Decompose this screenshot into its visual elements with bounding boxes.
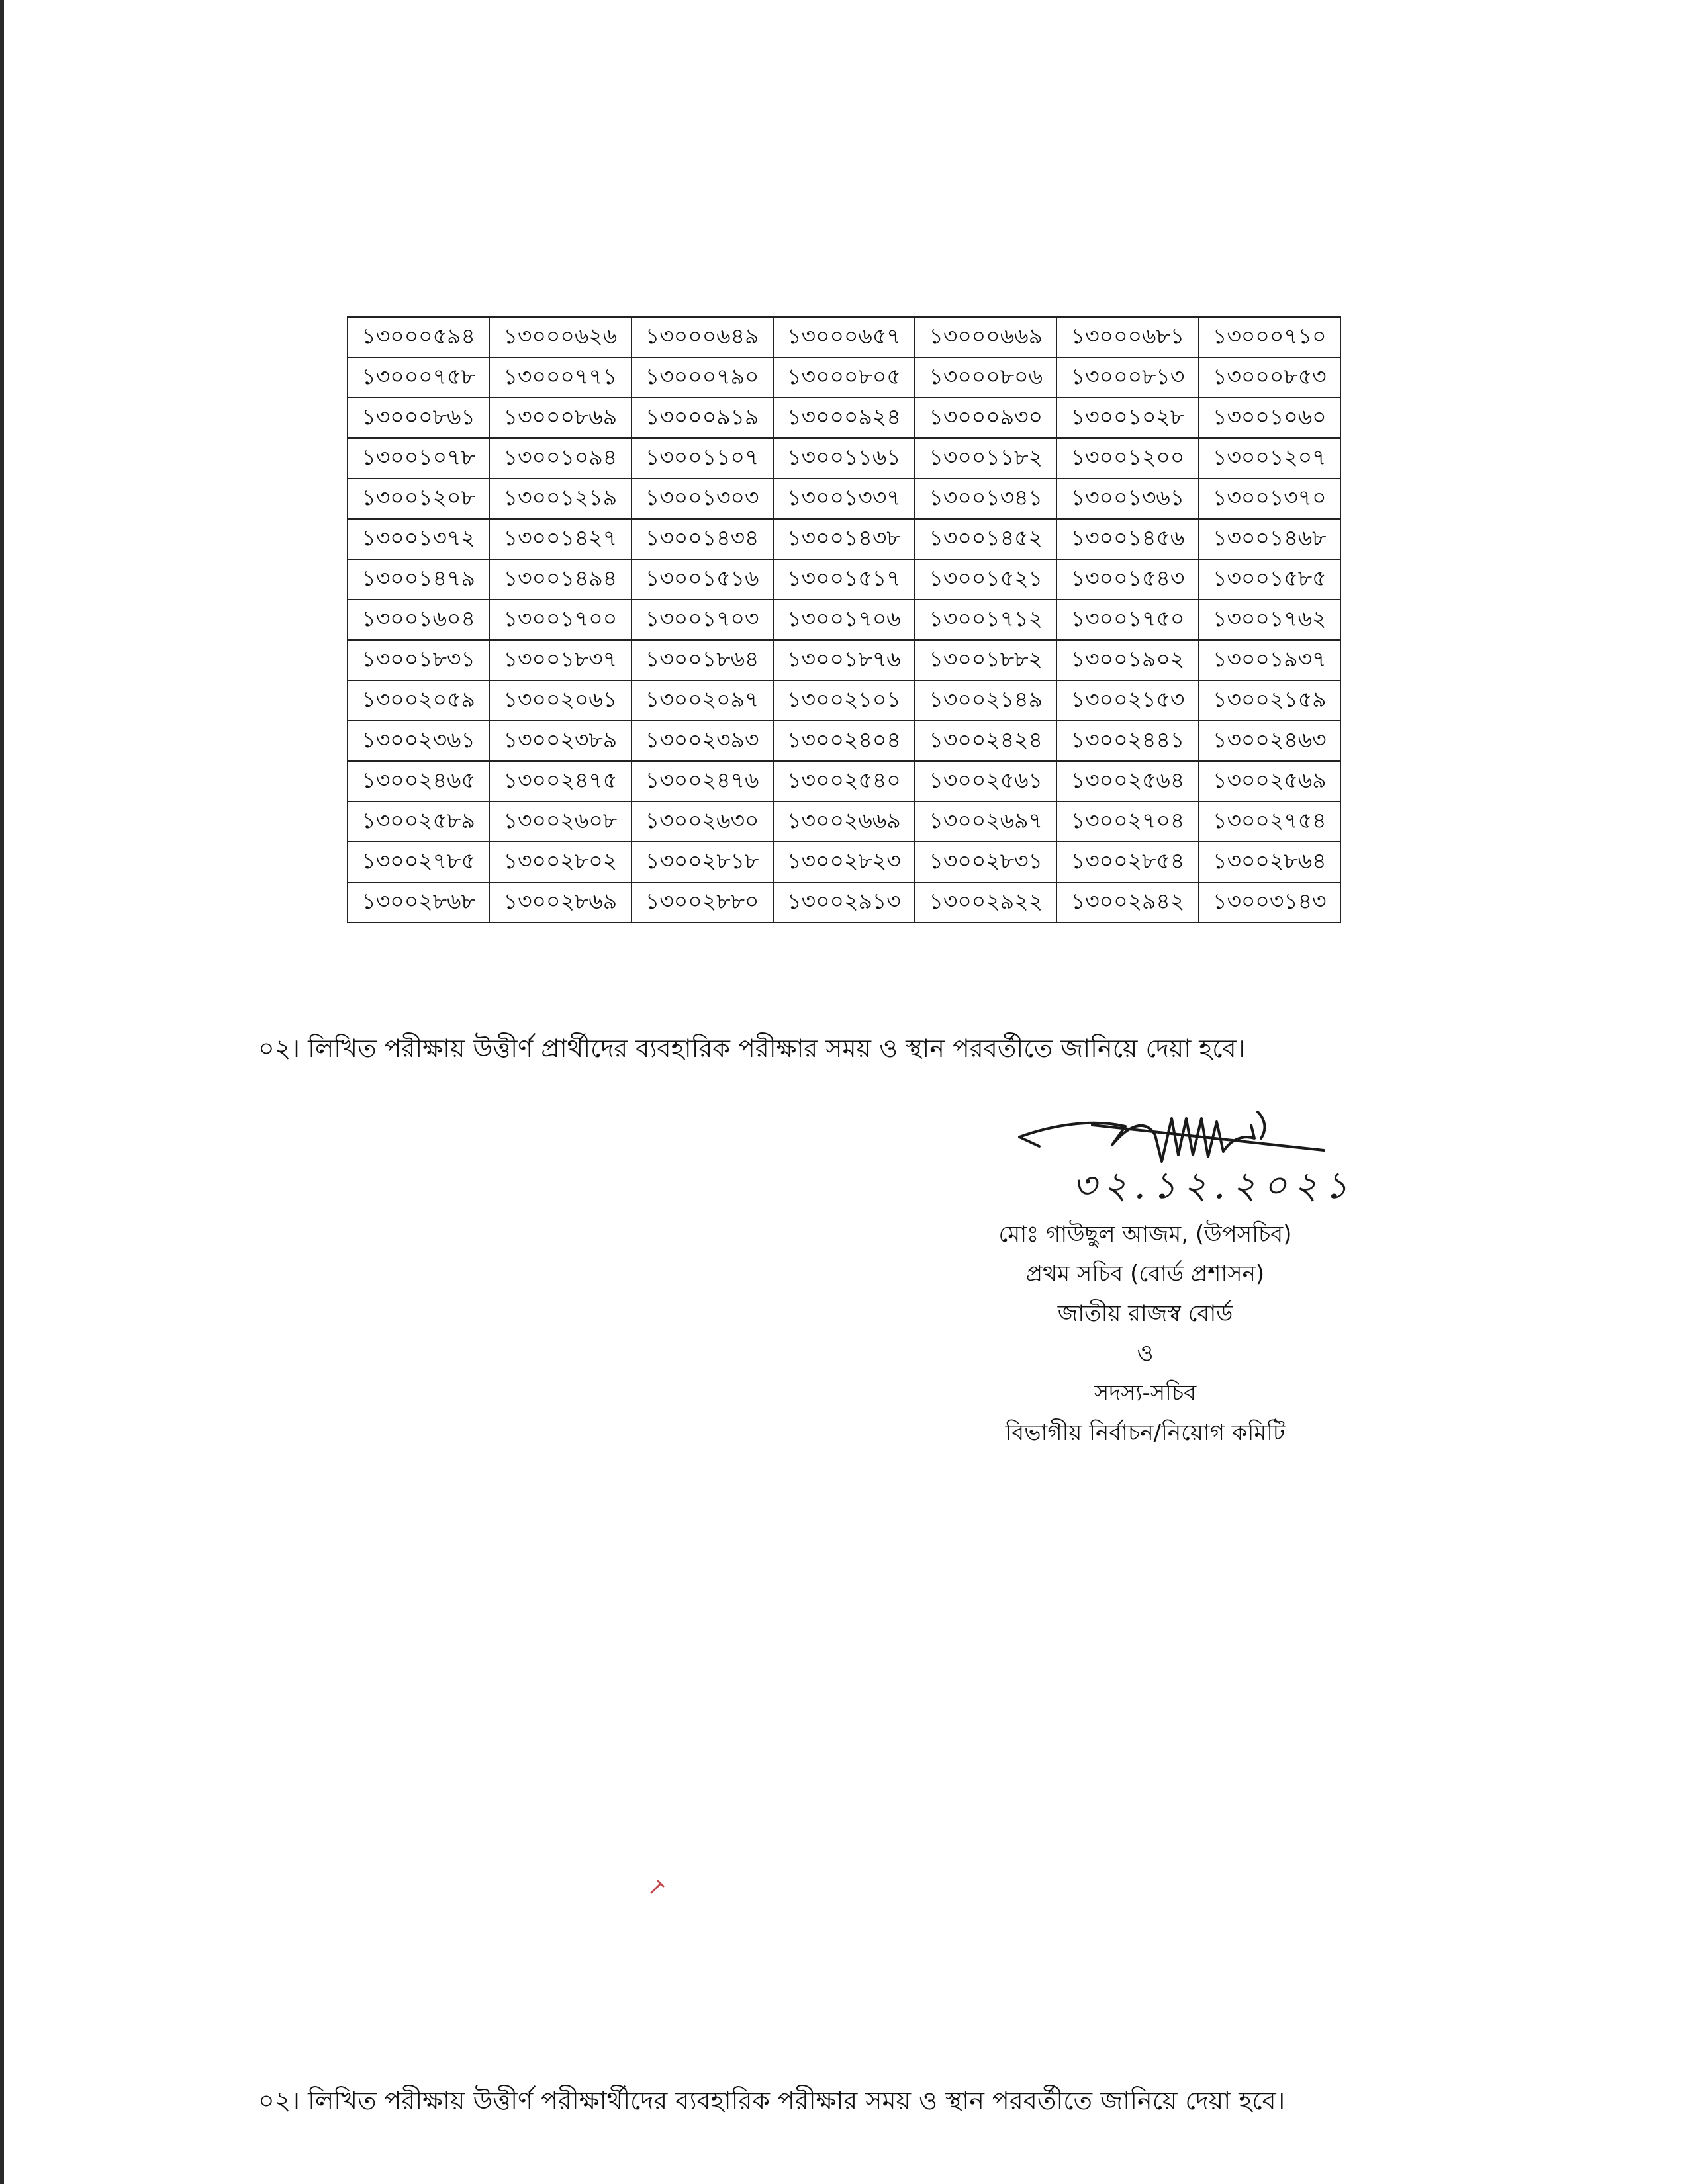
roll-number-cell: ১৩০০০৭১০ [1199,317,1340,357]
roll-number-cell: ১৩০০১৮৮২ [915,640,1056,680]
roll-number-cell: ১৩০০২৮৫৪ [1056,842,1198,882]
roll-number-cell: ১৩০০২৪৭৬ [632,761,773,801]
roll-number-cell: ১৩০০১৪২৭ [489,519,631,559]
roll-number-cell: ১৩০০২৮০২ [489,842,631,882]
roll-number-cell: ১৩০০২৪৭৫ [489,761,631,801]
practical-exam-note: ০২। লিখিত পরীক্ষায় উত্তীর্ণ প্রার্থীদের ব্যবহারিক পরীক্ষার সময় ও স্থান পরবর্তীতে জানিয়ে দেয়া হবে। [258,1034,1246,1063]
roll-number-cell: ১৩০০১১৮২ [915,438,1056,478]
roll-number-cell: ১৩০০২৮৩১ [915,842,1056,882]
roll-number-cell: ১৩০০০৭৫৮ [348,357,489,398]
signatory-role: সদস্য-সচিব [1094,1380,1197,1406]
roll-number-cell: ১৩০০১৩৩৭ [773,478,915,519]
roll-number-cell: ১৩০০২৮৬৮ [348,882,489,923]
signatory-designation: প্রথম সচিব (বোর্ড প্রশাসন) [1025,1261,1265,1287]
roll-number-cell: ১৩০০১৭৫০ [1056,600,1198,640]
roll-number-cell: ১৩০০১৮৩১ [348,640,489,680]
roll-number-cell: ১৩০০১৫৪৩ [1056,559,1198,600]
roll-number-cell: ১৩০০২৬০৮ [489,801,631,842]
roll-number-cell: ১৩০০১১৬১ [773,438,915,478]
roll-number-cell: ১৩০০১০৭৮ [348,438,489,478]
roll-number-cell: ১৩০০৩১৪৩ [1199,882,1340,923]
table-row [348,478,1340,519]
practical-exam-note-repeat: ০২। লিখিত পরীক্ষায় উত্তীর্ণ পরীক্ষার্থীদের ব্যবহারিক পরীক্ষার সময় ও স্থান পরবর্তীতে জানিয়ে দেয়া হবে। [258,2086,1286,2115]
roll-number-cell: ১৩০০২০৫৯ [348,680,489,721]
signatory-office: জাতীয় রাজস্ব বোর্ড [1057,1300,1233,1327]
roll-number-cell: ১৩০০০৯৩০ [915,398,1056,438]
table-row [348,559,1340,600]
roll-number-cell: ১৩০০২৩৯৩ [632,721,773,761]
roll-number-cell: ১৩০০১৩০৩ [632,478,773,519]
roll-number-cell: ১৩০০১৫২১ [915,559,1056,600]
roll-number-cell: ১৩০০১৭০৩ [632,600,773,640]
roll-number-cell: ১৩০০১৮৭৬ [773,640,915,680]
roll-number-cell: ১৩০০২৫৬৯ [1199,761,1340,801]
roll-number-cell: ১৩০০১৯৩৭ [1199,640,1340,680]
roll-number-cell: ১৩০০১২০০ [1056,438,1198,478]
roll-number-cell: ১৩০০০৬৪৯ [632,317,773,357]
roll-number-cell: ১৩০০১৪৫৬ [1056,519,1198,559]
roll-number-cell: ১৩০০০৮৫৩ [1199,357,1340,398]
roll-number-cell: ১৩০০১২০৭ [1199,438,1340,478]
roll-number-cell: ১৩০০২৭০৪ [1056,801,1198,842]
table-row [348,357,1340,398]
table-row [348,721,1340,761]
roll-number-cell: ১৩০০১৮৩৭ [489,640,631,680]
roll-number-cell: ১৩০০১৭১২ [915,600,1056,640]
roll-number-cell: ১৩০০০৯১৯ [632,398,773,438]
table-row [348,317,1340,357]
roll-number-cell: ১৩০০২১০১ [773,680,915,721]
scan-left-edge [0,0,4,2184]
roll-number-cell: ১৩০০২৮৬৯ [489,882,631,923]
roll-number-cell: ১৩০০২৯৪২ [1056,882,1198,923]
roll-number-cell: ১৩০০১৯০২ [1056,640,1198,680]
roll-number-cell: ১৩০০২৮২৩ [773,842,915,882]
roll-number-cell: ১৩০০২৬৩০ [632,801,773,842]
roll-number-cell: ১৩০০২৭৫৪ [1199,801,1340,842]
roll-number-cell: ১৩০০১৩৭২ [348,519,489,559]
roll-number-cell: ১৩০০০৬২৬ [489,317,631,357]
scan-speck-mark [649,1873,673,1897]
roll-number-cell: ১৩০০১৩৪১ [915,478,1056,519]
table-row [348,801,1340,842]
roll-number-cell: ১৩০০১৭০০ [489,600,631,640]
roll-number-cell: ১৩০০১১০৭ [632,438,773,478]
roll-number-cell: ১৩০০০৯২৪ [773,398,915,438]
roll-number-cell: ১৩০০২৩৮৯ [489,721,631,761]
roll-number-cell: ১৩০০২৬৯৭ [915,801,1056,842]
table-row [348,842,1340,882]
signatory-name: মোঃ গাউছুল আজম, (উপসচিব) [998,1221,1292,1248]
roll-number-cell: ১৩০০০৮০৫ [773,357,915,398]
roll-number-cell: ১৩০০০৬৬৯ [915,317,1056,357]
roll-number-cell: ১৩০০০৬৮১ [1056,317,1198,357]
roll-number-cell: ১৩০০২৫৬৪ [1056,761,1198,801]
roll-number-cell: ১৩০০১৩৬১ [1056,478,1198,519]
roll-number-cell: ১৩০০১৪৯৪ [489,559,631,600]
table-row [348,680,1340,721]
roll-number-cell: ১৩০০১৪৩৪ [632,519,773,559]
signatory-block [914,1214,1377,1453]
roll-number-cell: ১৩০০১৭০৬ [773,600,915,640]
roll-number-cell: ১৩০০২০৯৭ [632,680,773,721]
table-row [348,600,1340,640]
roll-number-table-body [348,317,1340,923]
roll-number-cell: ১৩০০২১৪৯ [915,680,1056,721]
roll-number-cell: ১৩০০১৩৭০ [1199,478,1340,519]
roll-number-cell: ১৩০০২১৫৯ [1199,680,1340,721]
table-row [348,761,1340,801]
roll-number-cell: ১৩০০১০৯৪ [489,438,631,478]
table-row [348,640,1340,680]
roll-number-cell: ১৩০০২৫৪০ [773,761,915,801]
roll-number-cell: ১৩০০২৮৬৪ [1199,842,1340,882]
signatory-conjunction: ও [1137,1340,1154,1367]
roll-number-cell: ১৩০০০৬৫৭ [773,317,915,357]
table-row [348,519,1340,559]
roll-number-cell: ১৩০০২৪৬৩ [1199,721,1340,761]
roll-number-cell: ১৩০০২৮৮০ [632,882,773,923]
roll-number-cell: ১৩০০০৭৯০ [632,357,773,398]
roll-number-cell: ১৩০০০৮৬৯ [489,398,631,438]
roll-number-cell: ১৩০০১৪৬৮ [1199,519,1340,559]
roll-number-cell: ১৩০০২৫৮৯ [348,801,489,842]
roll-number-cell: ১৩০০২৯২২ [915,882,1056,923]
roll-number-cell: ১৩০০১৪৭৯ [348,559,489,600]
roll-number-cell: ১৩০০২৮১৮ [632,842,773,882]
roll-number-cell: ১৩০০২৪৬৫ [348,761,489,801]
roll-number-cell: ১৩০০২১৫৩ [1056,680,1198,721]
signature-date: ৩২.১২.২০২১ [1072,1164,1355,1207]
roll-number-cell: ১৩০০১৬০৪ [348,600,489,640]
signatory-committee: বিভাগীয় নির্বাচন/নিয়োগ কমিটি [1005,1420,1286,1446]
roll-number-cell: ১৩০০১৫১৬ [632,559,773,600]
roll-number-cell: ১৩০০২৪০৪ [773,721,915,761]
table-row [348,438,1340,478]
roll-number-cell: ১৩০০১৭৬২ [1199,600,1340,640]
roll-number-cell: ১৩০০২৭৮৫ [348,842,489,882]
roll-number-cell: ১৩০০২৫৬১ [915,761,1056,801]
roll-number-cell: ১৩০০০৮১৩ [1056,357,1198,398]
roll-number-cell: ১৩০০২৬৬৯ [773,801,915,842]
roll-number-cell: ১৩০০২৯১৩ [773,882,915,923]
roll-number-cell: ১৩০০১৮৬৪ [632,640,773,680]
roll-number-cell: ১৩০০২৪২৪ [915,721,1056,761]
roll-number-cell: ১৩০০০৭৭১ [489,357,631,398]
roll-number-table [347,316,1341,923]
roll-number-cell: ১৩০০১৫৮৫ [1199,559,1340,600]
table-row [348,398,1340,438]
roll-number-cell: ১৩০০১৫১৭ [773,559,915,600]
roll-number-cell: ১৩০০০৫৯৪ [348,317,489,357]
roll-number-cell: ১৩০০২৩৬১ [348,721,489,761]
roll-number-cell: ১৩০০১০৬০ [1199,398,1340,438]
roll-number-cell: ১৩০০২৪৪১ [1056,721,1198,761]
roll-number-cell: ১৩০০০৮০৬ [915,357,1056,398]
roll-number-cell: ১৩০০১০২৮ [1056,398,1198,438]
roll-number-cell: ১৩০০১২১৯ [489,478,631,519]
roll-number-cell: ১৩০০২০৬১ [489,680,631,721]
table-row [348,882,1340,923]
roll-number-cell: ১৩০০১২০৮ [348,478,489,519]
roll-number-cell: ১৩০০১৪৫২ [915,519,1056,559]
roll-number-cell: ১৩০০০৮৬১ [348,398,489,438]
roll-number-cell: ১৩০০১৪৩৮ [773,519,915,559]
